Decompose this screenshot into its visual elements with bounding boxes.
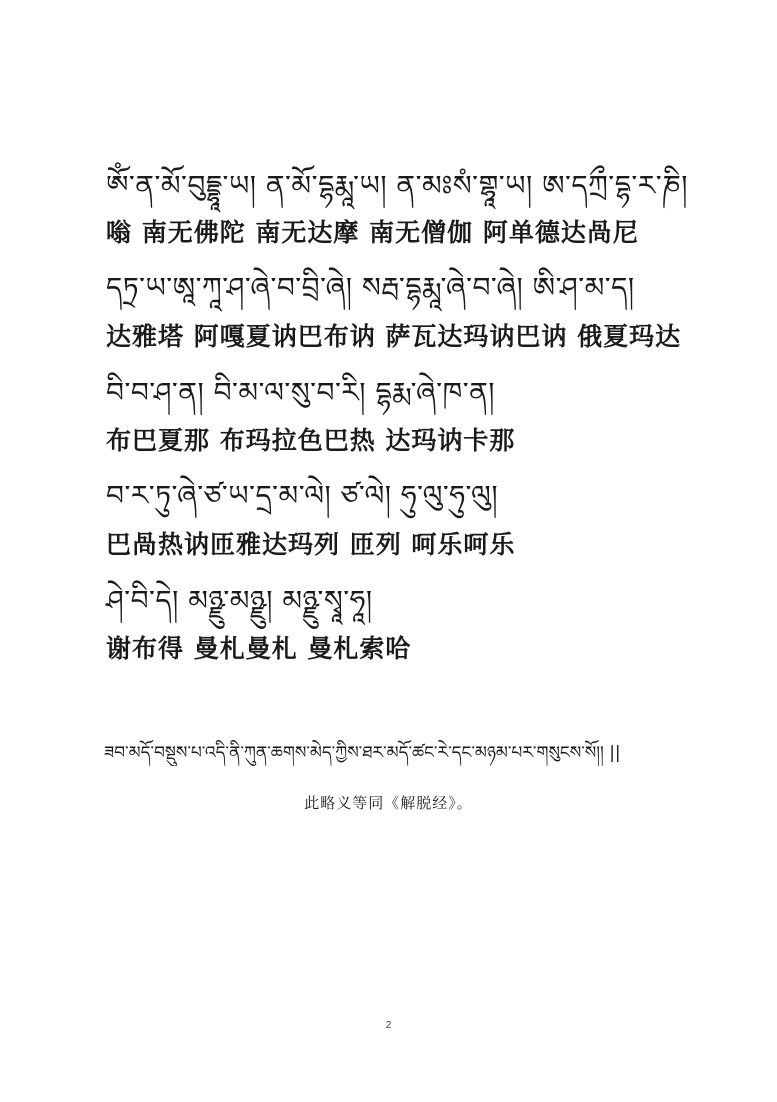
verse-3-tibetan: བི་བ་ཤ་ན། བི་མ་ལ་སུ་བ་རི། དྷརྨ་ཞེ་ཁ་ན།: [106, 376, 495, 409]
verse-5-tibetan: ཤེ་བི་དེ། མཉྫུ་མཉྫུ། མཉྫུ་སྭཱ་ཧཱ།: [106, 584, 373, 617]
verse-4-tibetan: བ་ར་ཏུ་ཞེ་ཙ་ཡ་དྲ་མ་ལེ། ཙ་ལེ། ཧུ་ལུ་ཧུ་ལུ།: [106, 479, 499, 512]
note-chinese: 此略义等同《解脱经》。: [304, 794, 473, 812]
verse-2-tibetan: དཏྲ་ཡ་ཨཱ་ཀཱ་ཤ་ཞེ་བ་བྲི་ཞེ། སརྦ་དྷརྨཱ་ཞེ་བ་ཞེ། ཨི་ཤ་མ་ད།: [106, 271, 635, 304]
note-tibetan: ཟབ་མདོ་བསྡུས་པ་འདི་ནི་ཀུན་ཆགས་མེད་ཀྱིས་ཐར་མདོ་ཚང་རེ་དང་མཉམ་པར་གསུངས་སོ།། ||: [104, 743, 621, 763]
verse-4-chinese: 巴咼热讷匝雅达玛列 匝列 呵乐呵乐: [106, 530, 516, 559]
verse-2-chinese: 达雅塔 阿嘎夏讷巴布讷 萨瓦达玛讷巴讷 俄夏玛达: [106, 322, 682, 351]
verse-1-tibetan: ཨོཾ་ན་མོ་བུདྡྷཱ་ཡ། ན་མོ་དྷརྨཱ་ཡ། ན་མཿསཾ་གྷཱ་ཡ། ཨ་དཀྲྀ་དྷ་ར་ཎི།: [106, 169, 688, 202]
verse-1-chinese: 嗡 南无佛陀 南无达摩 南无僧伽 阿单德达咼尼: [106, 218, 639, 247]
verse-5-chinese: 谢布得 曼札曼札 曼札索哈: [106, 634, 412, 663]
verse-3-chinese: 布巴夏那 布玛拉色巴热 达玛讷卡那: [106, 426, 516, 455]
page-number: 2: [385, 1020, 392, 1031]
